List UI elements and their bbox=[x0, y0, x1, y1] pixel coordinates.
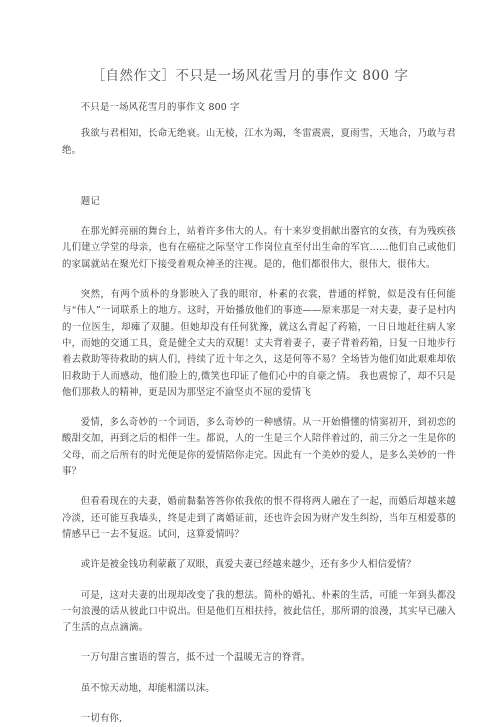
body-paragraph-love: 爱情，多么奇妙的一个词语，多么奇妙的一种感情。从一开始懵懂的情窦初开，到初恋的酸甜交加，再到之后的相伴一生。都说，人的一生是三个人陪伴着过的，前三分之一生是你的父母，而之后所有的时光便是你的爱情陪你走完。因此有一个美妙的爱人，是多么美妙的一件事？ bbox=[62, 417, 456, 478]
epigraph-paragraph: 我欲与君相知，长命无绝衰。山无棱，江水为竭，冬雷震震，夏雨雪，天地合，乃敢与君绝。 bbox=[62, 128, 456, 156]
document-title: ［自然作文］不只是一场风花雪月的事作文 800 字 bbox=[91, 68, 409, 84]
body-paragraph-ending: 一切有你, bbox=[80, 713, 123, 725]
body-paragraph-couple: 突然，有两个质朴的身影映入了我的眼帘，朴素的衣裳，普通的样貌，似是没有任何能与“伟人”一词联系上的地方。这时，开始播放他们的事迹——原来那是一对夫妻，妻子是村内的一位医生，却瘫了双腿。但她却没有任何犹豫，就这么背起了药箱，一日日地赶往病人家中，而她的交通工具，竟是健全丈夫的双腿！丈夫背着妻子，妻子背着药箱，日复一日地步行着去救助等待救助的病人们，持续了近十年之久，这是何等不易？全场皆为他们如此艰难却依旧救助于人而感动，他们脸上的,微笑也印证了他们心中的自豪之情。 我也震惊了，却不只是他们那救人的精神，更是因为那坚定不渝坚贞不屈的爱情飞 bbox=[62, 289, 456, 398]
body-paragraph-together: 虽不惊天动地，却能相濡以沫。 bbox=[80, 682, 215, 694]
body-paragraph-change: 可是，这对夫妻的出现却改变了我的想法。简朴的婚礼、朴素的生活，可能一年到头都没一句浪漫的话从彼此口中说出。但是他们互相扶持，彼此信任，那所谓的浪漫，其实早已融入了生活的点点滴滴。 bbox=[62, 589, 456, 634]
subtitle-paragraph: 不只是一场风花雪月的事作文 800 字 bbox=[80, 102, 240, 113]
body-paragraph-stage: 在那光鲜亮丽的舞台上，站着许多伟大的人。有十来岁变捐献出器官的女孩，有为残疾孩儿们建立学堂的母亲，也有在癌症之际坚守工作岗位直至付出生命的军官……他们自己或他们的家属就站在聚光灯下接受着观众神圣的注视。是的，他们都很伟大，很伟大，很伟大。 bbox=[62, 226, 456, 270]
body-paragraph-modern-couples: 但看看现在的夫妻，婚前黏黏答答你侬我侬的恨不得将两人融在了一起，而婚后却越来越冷淡，还可能互我墙头，终是走到了离婚证前，还也许会因为财产发生纠纷，当年互相爱慕的情感早已一去不复返。试问，这算爱情吗？ bbox=[62, 496, 456, 540]
body-paragraph-promise: 一万句甜言蜜语的誓言，抵不过一个温暖无言的脊背。 bbox=[80, 652, 311, 664]
epigraph-label: 题记 bbox=[80, 195, 100, 207]
body-paragraph-question: 或许是被金钱功利蒙蔽了双眼，真爱夫妻已经越来越少，还有多少人相信爱情？ bbox=[80, 559, 416, 571]
